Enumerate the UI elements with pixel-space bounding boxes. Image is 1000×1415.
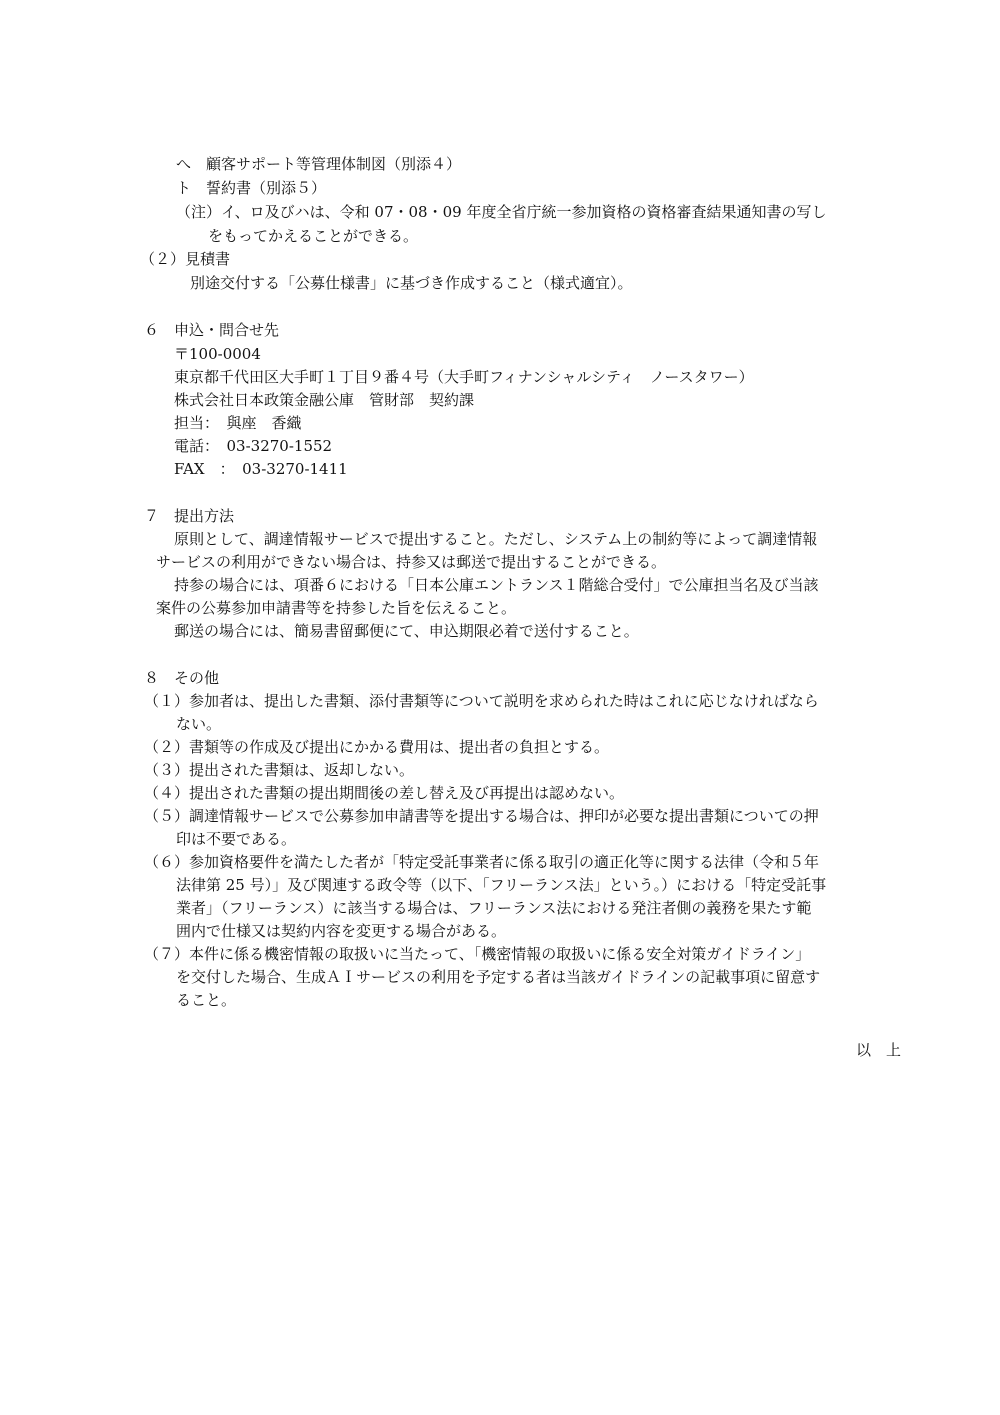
body-text: 持参の場合には、項番６における「日本公庫エントランス１階総合受付」で公庫担当名及び当該 (174, 576, 819, 594)
section-heading: ８ その他 (144, 669, 220, 687)
organization: 株式会社日本政策金融公庫 管財部 契約課 (174, 391, 475, 409)
body-text: 原則として、調達情報サービスで提出すること。ただし、システム上の制約等によって調達情報 (174, 530, 818, 548)
list-item: （４）提出された書類の提出期間後の差し替え及び再提出は認めない。 (144, 784, 625, 802)
address: 東京都千代田区大手町１丁目９番４号（大手町フィナンシャルシティ ノースタワー） (174, 368, 754, 386)
list-item-continuation: ない。 (176, 715, 222, 733)
list-item: （２）書類等の作成及び提出にかかる費用は、提出者の負担とする。 (144, 738, 610, 756)
note-line: （注）イ、ロ及びハは、令和 07・08・09 年度全省庁統一参加資格の資格審査結果通知書の写し (176, 203, 827, 221)
sub-heading: （２）見積書 (140, 250, 231, 268)
phone-number: 電話： 03-3270-1552 (174, 437, 333, 455)
list-item-continuation: 囲内で仕様又は契約内容を変更する場合がある。 (176, 922, 507, 940)
list-item-continuation: 印は不要である。 (176, 830, 297, 848)
list-item-continuation: を交付した場合、生成ＡＩサービスの利用を予定する者は当該ガイドラインの記載事項に留意す (176, 968, 821, 986)
body-text: 別途交付する「公募仕様書」に基づき作成すること（様式適宜）。 (190, 274, 633, 292)
list-item: （７）本件に係る機密情報の取扱いに当たって、「機密情報の取扱いに係る安全対策ガイドライン」 (144, 945, 811, 963)
item-to: ト 誓約書（別添５） (176, 179, 327, 197)
list-item: （５）調達情報サービスで公募参加申請書等を提出する場合は、押印が必要な提出書類についての押 (144, 807, 819, 825)
contact-person: 担当： 與座 香織 (174, 414, 302, 432)
postal-code: 〒100-0004 (174, 345, 261, 363)
body-text: 案件の公募参加申請書等を持参した旨を伝えること。 (156, 599, 517, 617)
list-item: （３）提出された書類は、返却しない。 (144, 761, 415, 779)
fax-number: FAX ： 03-3270-1411 (174, 460, 348, 478)
body-text: 郵送の場合には、簡易書留郵便にて、申込期限必着で送付すること。 (174, 622, 639, 640)
list-item: （１）参加者は、提出した書類、添付書類等について説明を求められた時はこれに応じなければなら (144, 692, 819, 710)
section-heading: ６ 申込・問合せ先 (144, 321, 280, 339)
closing-mark: 以 上 (856, 1041, 902, 1059)
list-item-continuation: 法律第 25 号）」及び関連する政令等（以下、「フリーランス法」という。）における「特定受託事 (176, 876, 827, 894)
note-line: をもってかえることができる。 (208, 227, 419, 245)
body-text: サービスの利用ができない場合は、持参又は郵送で提出することができる。 (156, 553, 667, 571)
list-item-continuation: 業者」（フリーランス）に該当する場合は、フリーランス法における発注者側の義務を果たす範 (176, 899, 812, 917)
list-item-continuation: ること。 (176, 991, 237, 1009)
item-he: へ 顧客サポート等管理体制図（別添４） (176, 155, 462, 173)
list-item: （６）参加資格要件を満たした者が「特定受託事業者に係る取引の適正化等に関する法律（令和５年 (144, 853, 820, 871)
section-heading: ７ 提出方法 (144, 507, 235, 525)
